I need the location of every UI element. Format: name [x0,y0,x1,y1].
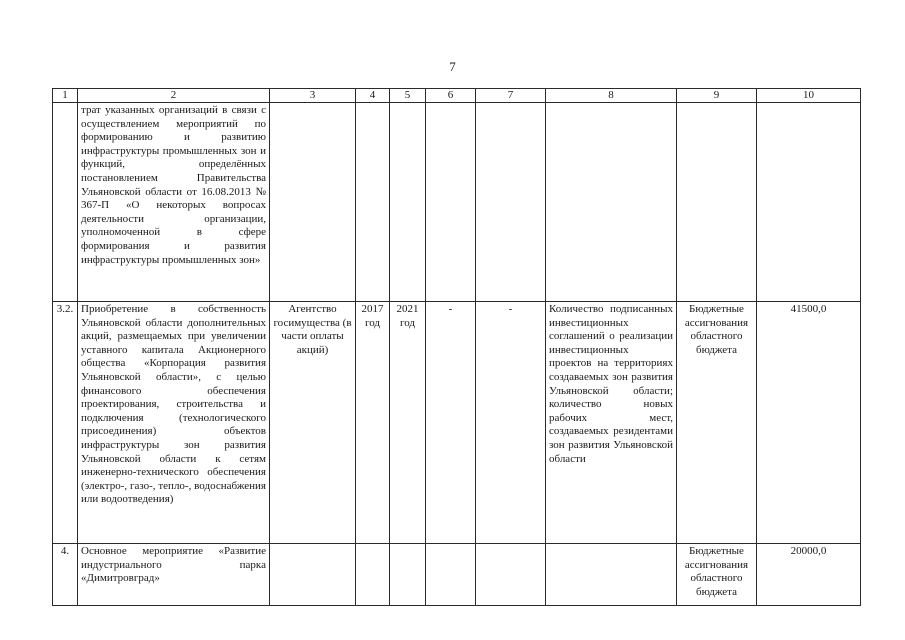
funding-amount [757,103,861,302]
indicator [546,544,677,606]
measure-name: трат указанных организаций в связи с осуществлением мероприятий по формированию и развитию инфраструктуры промышленных зон и функций, определённых постановлением Правительства Ульяновской области от 16.08.2013 № 367-П «О некоторых вопросах деятельности организации, уполномоченной в сфере формирования и развития инфраструктуры промышленных зон» [78,103,270,302]
header-row [53,89,861,103]
page-number: 7 [449,59,456,74]
header-cell: 5 [390,89,426,103]
header-cell: 9 [677,89,757,103]
start-year: 2017 год [356,302,390,544]
header-cell: 4 [356,89,390,103]
indicator [546,103,677,302]
end-year: 2021 год [390,302,426,544]
row-number: 4. [53,544,78,606]
header-cell: 10 [757,89,861,103]
col-6-cell: - [426,302,476,544]
end-year [390,103,426,302]
executor [270,544,356,606]
table-row [53,302,861,544]
executor: Агентство госимущества (в части оплаты акций) [270,302,356,544]
col-7-cell [476,103,546,302]
start-year [356,544,390,606]
program-table [52,88,861,606]
header-cell: 6 [426,89,476,103]
col-7-cell [476,544,546,606]
col-6-cell [426,544,476,606]
header-cell: 7 [476,89,546,103]
header-cell: 1 [53,89,78,103]
end-year [390,544,426,606]
funding-source: Бюджетные ассигнования областного бюджета [677,302,757,544]
funding-amount: 20000,0 [757,544,861,606]
start-year [356,103,390,302]
col-6-cell [426,103,476,302]
col-7-cell: - [476,302,546,544]
header-cell: 3 [270,89,356,103]
header-cell: 8 [546,89,677,103]
measure-name: Приобретение в собственность Ульяновской области дополнительных акций, размещаемых при увеличении уставного капитала Акционерного общества «Корпорация развития Ульяновской области», с целью финансового обеспечения проектирования, строительства и подключения (технологического присоединения) объектов инфраструктуры зон развития Ульяновской области к сетям инженерно-технического обеспечения (электро-, газо-, тепло-, водоснабжения или водоотведения) [78,302,270,544]
table-row [53,103,861,302]
funding-source: Бюджетные ассигнования областного бюджета [677,544,757,606]
row-number: 3.2. [53,302,78,544]
executor [270,103,356,302]
measure-name: Основное мероприятие «Развитие индустриального парка «Димитровград» [78,544,270,606]
funding-amount: 41500,0 [757,302,861,544]
header-cell: 2 [78,89,270,103]
table-row [53,544,861,606]
funding-source [677,103,757,302]
indicator: Количество подписанных инвестиционных соглашений о реализации инвестиционных проектов на территориях создаваемых зон развития Ульяновской области; количество новых рабочих мест, создаваемых резидентами зон развития Ульяновской области [546,302,677,544]
row-number [53,103,78,302]
